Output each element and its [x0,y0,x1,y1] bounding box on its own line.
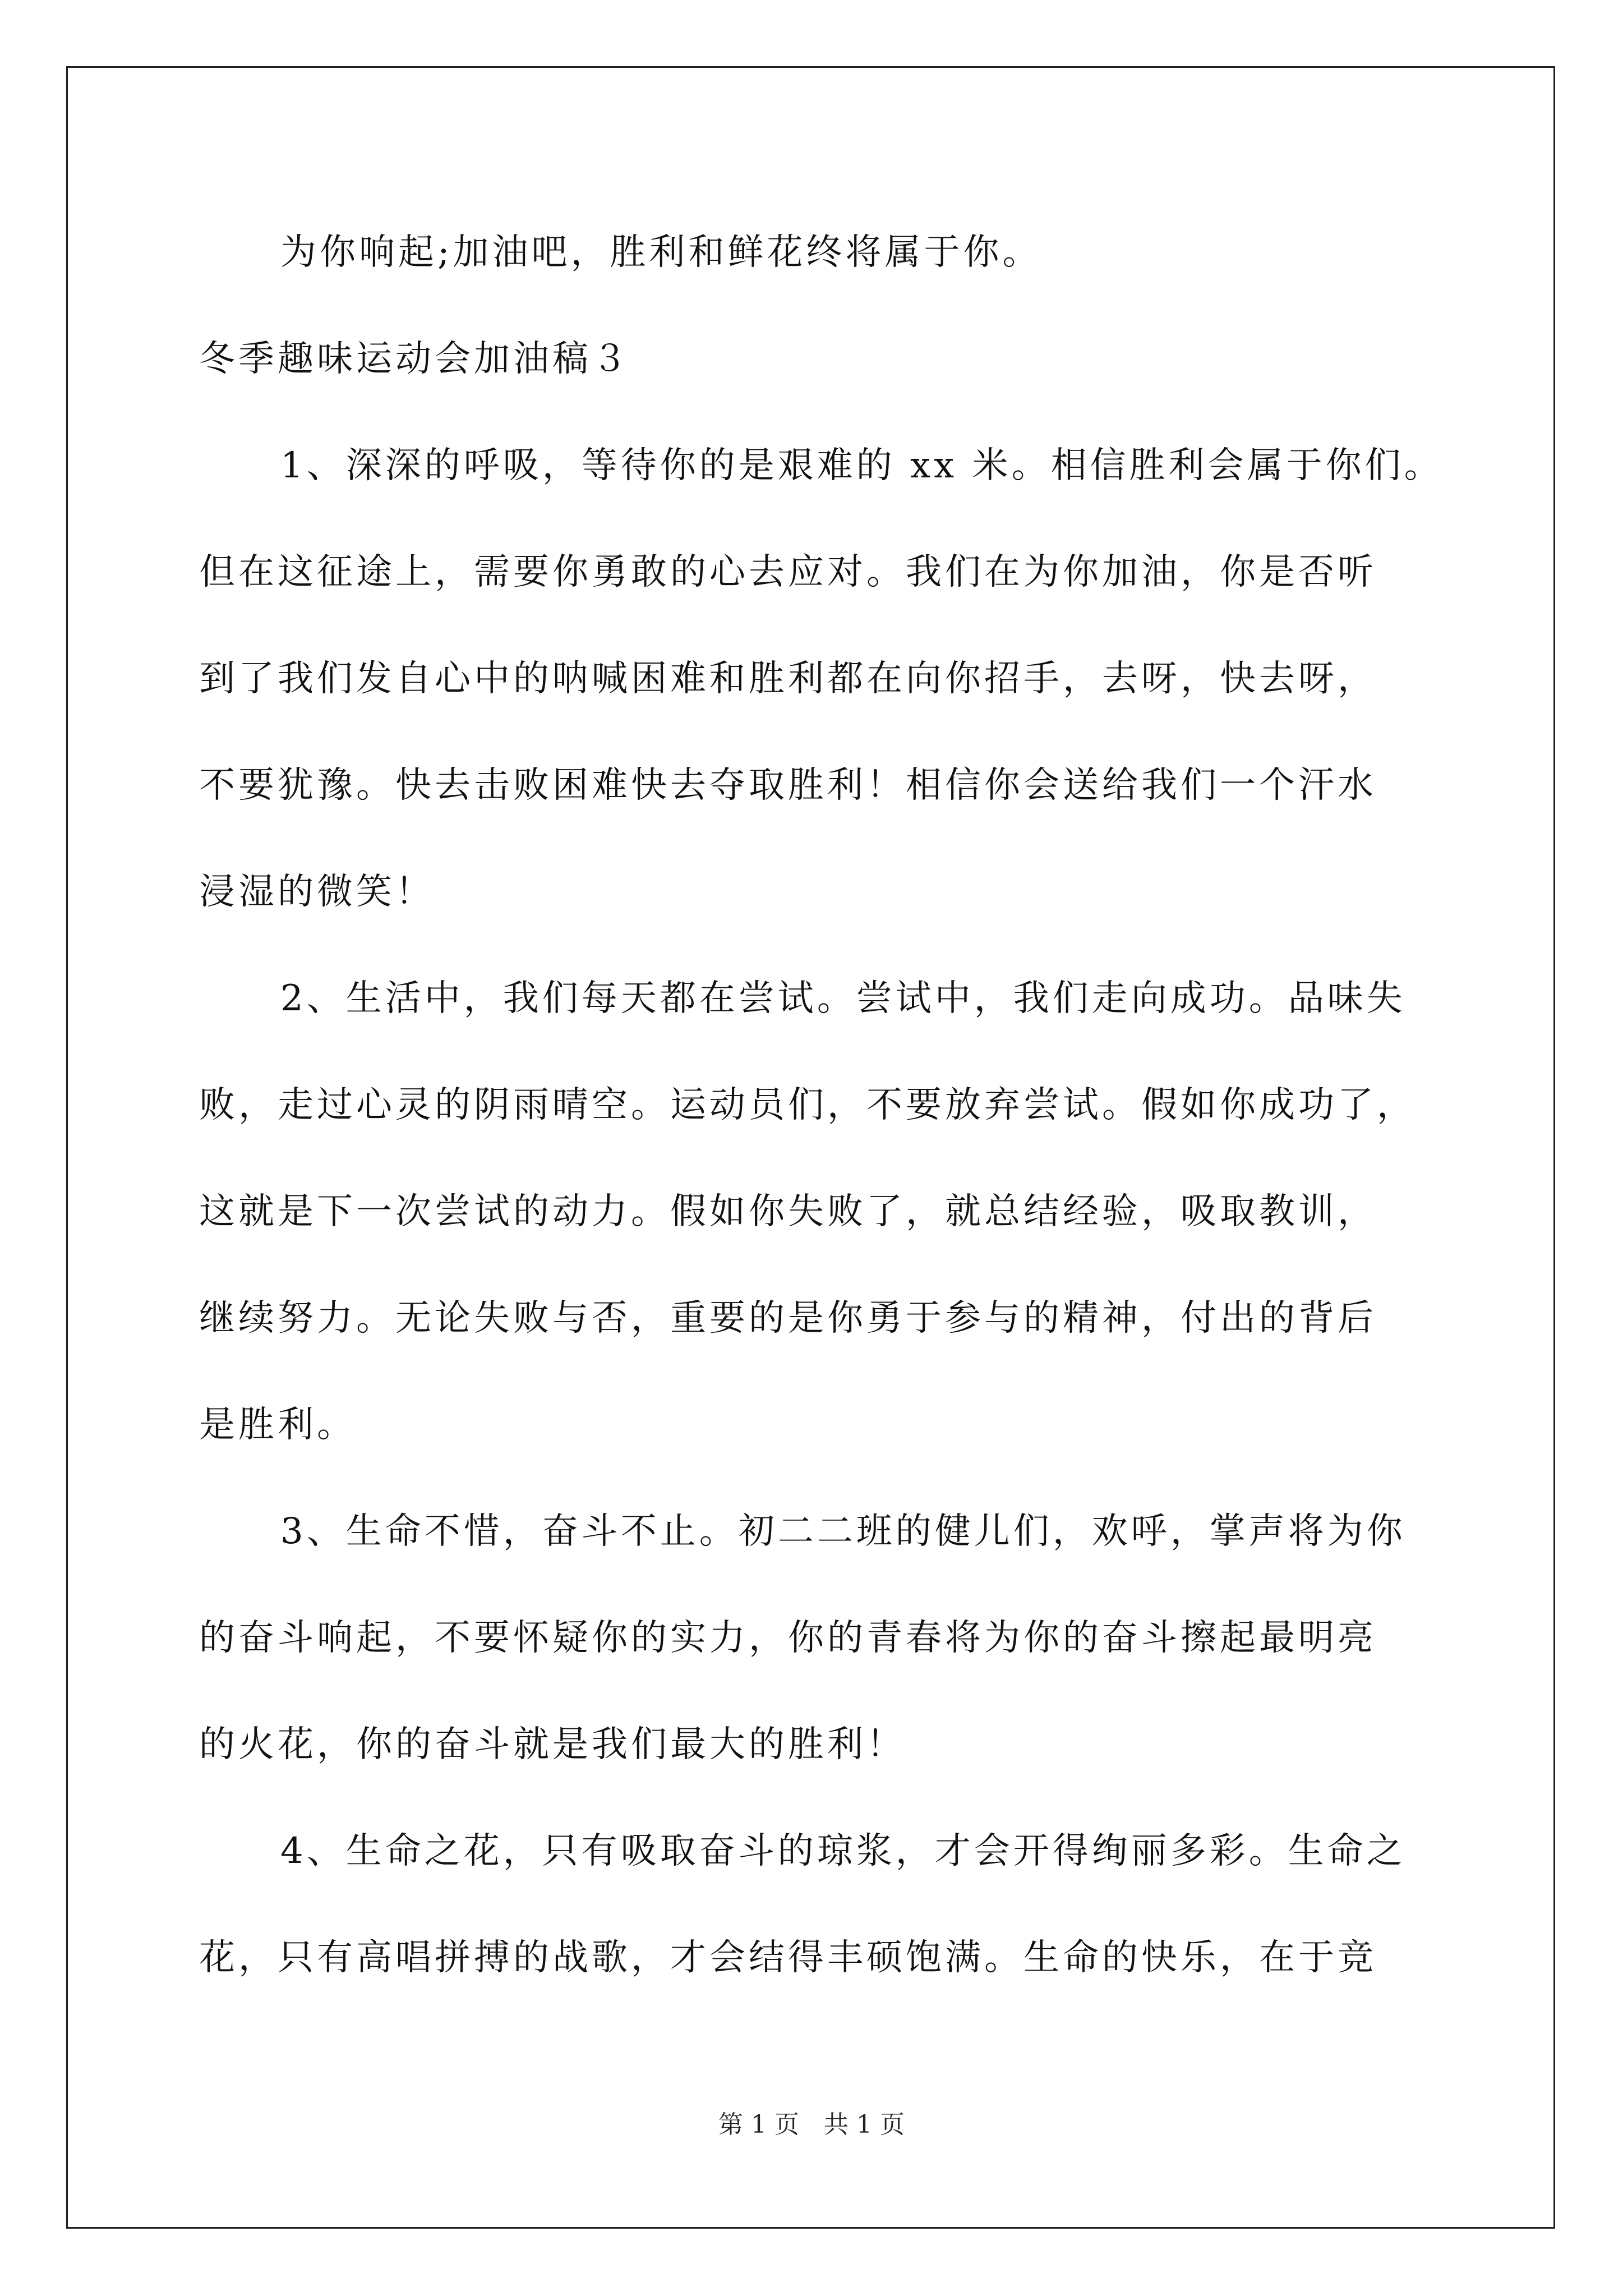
paragraph-line: 的火花，你的奋斗就是我们最大的胜利！ [199,1724,906,1765]
paragraph-line: 败，走过心灵的阴雨晴空。运动员们，不要放弃尝试。假如你成功了， [199,1084,1416,1126]
paragraph-line: 4、生命之花，只有吸取奋斗的琼浆，才会开得绚丽多彩。生命之 [280,1830,1406,1872]
paragraph-line: 这就是下一次尝试的动力。假如你失败了，就总结经验，吸取教训， [199,1191,1377,1232]
paragraph-line: 浸湿的微笑！ [199,871,435,913]
paragraph-line: 继续努力。无论失败与否，重要的是你勇于参与的精神，付出的背后 [199,1297,1377,1339]
page-border [66,66,1555,2229]
paragraph-line: 的奋斗响起，不要怀疑你的实力，你的青春将为你的奋斗擦起最明亮 [199,1617,1377,1659]
page-footer: 第 1 页 共 1 页 [718,2110,905,2139]
paragraph-line: 不要犹豫。快去击败困难快去夺取胜利！相信你会送给我们一个汗水 [199,765,1377,806]
paragraph-line: 是胜利。 [199,1404,356,1446]
paragraph-line: 到了我们发自心中的呐喊困难和胜利都在向你招手，去呀，快去呀， [199,658,1377,700]
paragraph-line: 但在这征途上，需要你勇敢的心去应对。我们在为你加油，你是否听 [199,551,1377,593]
section-heading: 冬季趣味运动会加油稿３ [199,338,631,380]
paragraph-line: 花，只有高唱拼搏的战歌，才会结得丰硕饱满。生命的快乐，在于竞 [199,1937,1377,1978]
paragraph-line: 1、深深的呼吸，等待你的是艰难的 xx 米。相信胜利会属于你们。 [280,445,1444,486]
paragraph-line: 为你响起;加油吧，胜利和鲜花终将属于你。 [280,232,1042,273]
paragraph-line: 2、生活中，我们每天都在尝试。尝试中，我们走向成功。品味失 [280,978,1406,1019]
paragraph-line: 3、生命不惜，奋斗不止。初二二班的健儿们，欢呼，掌声将为你 [280,1511,1406,1552]
